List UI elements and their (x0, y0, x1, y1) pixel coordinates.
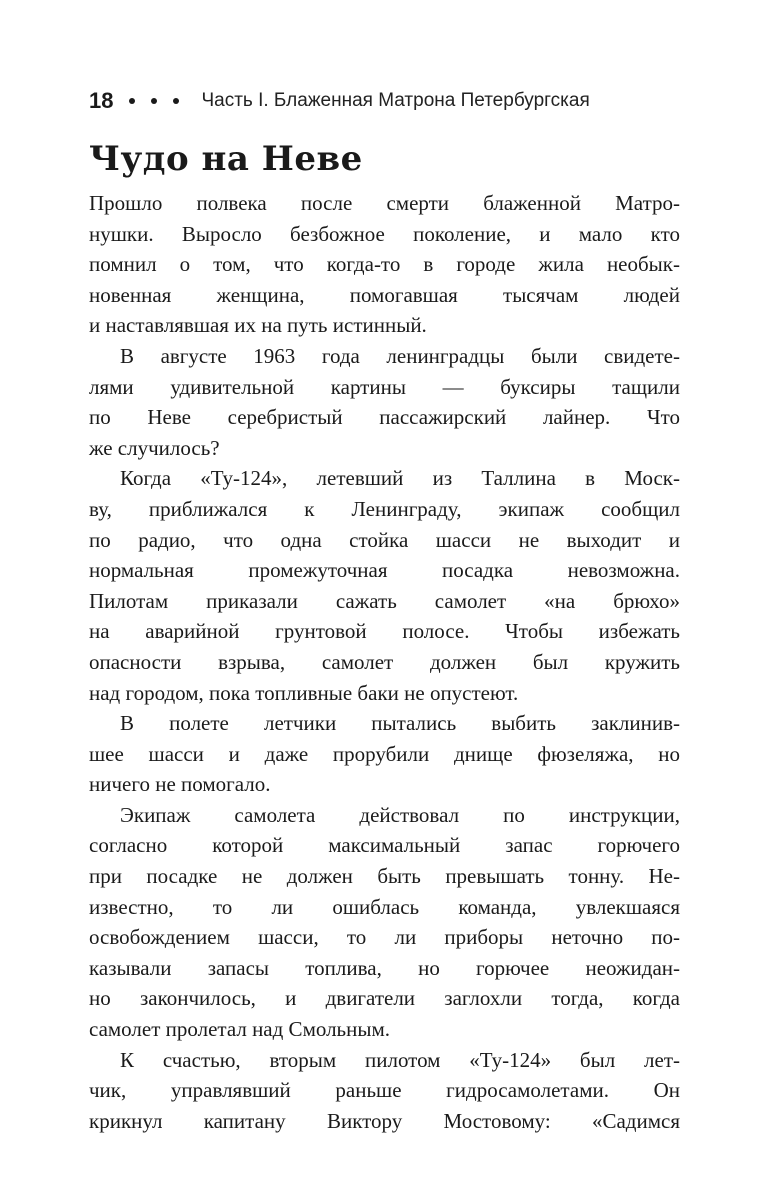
paragraph-1 (89, 188, 680, 341)
bullet-dot-icon (151, 98, 157, 104)
text-line: известно, то ли ошиблась команда, увлекшаяся (89, 894, 680, 919)
running-title: Часть I. Блаженная Матрона Петербургская (201, 90, 590, 111)
text-line: по Неве серебристый пассажирский лайнер. Что (89, 405, 680, 430)
text-line: согласно которой максимальный запас горючего (89, 833, 680, 858)
text-line: В августе 1963 года ленинградцы были свидете- (120, 343, 680, 368)
text-line: над городом, пока топливные баки не опустеют. (89, 680, 519, 705)
bullet-dot-icon (173, 98, 179, 104)
body-text (89, 188, 680, 1136)
text-line: Экипаж самолета действовал по инструкции, (120, 802, 680, 827)
bullet-dot-icon (129, 98, 135, 104)
text-line: ву, приближался к Ленинграду, экипаж сообщил (89, 496, 680, 521)
text-line: ничего не помогало. (89, 772, 271, 797)
text-line: Пилотам приказали сажать самолет «на брюхо» (89, 588, 680, 613)
text-line: К счастью, вторым пилотом «Ту-124» был лет- (120, 1047, 680, 1072)
text-line: при посадке не должен быть превышать тонну. Не- (89, 864, 680, 889)
paragraph-4 (89, 708, 680, 800)
chapter-title: Чудо на Неве (89, 139, 363, 179)
paragraph-2 (89, 341, 680, 463)
text-line: опасности взрыва, самолет должен был кружить (89, 649, 680, 674)
text-line: но закончилось, и двигатели заглохли тогда, когда (89, 986, 680, 1011)
paragraph-3 (89, 463, 680, 708)
text-line: самолет пролетал над Смольным. (89, 1017, 391, 1042)
text-line: казывали запасы топлива, но горючее неожидан- (89, 955, 680, 980)
text-line: крикнул капитану Виктору Мостовому: «Садимся (89, 1108, 680, 1133)
header-dots-ornament (121, 98, 187, 104)
text-line: Когда «Ту-124», летевший из Таллина в Моск- (120, 466, 680, 491)
text-line: шее шасси и даже прорубили днище фюзеляжа, но (89, 741, 680, 766)
page-number: 18 (89, 88, 114, 113)
text-line: нормальная промежуточная посадка невозможна. (89, 558, 680, 583)
text-line: помнил о том, что когда-то в городе жила необык- (89, 252, 680, 277)
text-line: лями удивительной картины — буксиры тащили (89, 374, 680, 399)
text-line: же случилось? (89, 435, 220, 460)
text-line: освобождением шасси, то ли приборы неточно по- (89, 925, 680, 950)
text-line: новенная женщина, помогавшая тысячам людей (89, 282, 680, 307)
text-line: Прошло полвека после смерти блаженной Матро- (89, 191, 680, 215)
text-line: и наставлявшая их на путь истинный. (89, 313, 427, 338)
text-line: нушки. Выросло безбожное поколение, и мало кто (89, 221, 680, 246)
book-page (89, 84, 680, 1136)
running-header (89, 84, 680, 118)
text-line: чик, управлявший раньше гидросамолетами. Он (89, 1078, 680, 1103)
paragraph-6 (89, 1045, 680, 1137)
text-line: В полете летчики пытались выбить заклинив- (120, 711, 680, 736)
text-line: по радио, что одна стойка шасси не выходит и (89, 527, 680, 552)
paragraph-5 (89, 800, 680, 1045)
text-line: на аварийной грунтовой полосе. Чтобы избежать (89, 619, 680, 644)
